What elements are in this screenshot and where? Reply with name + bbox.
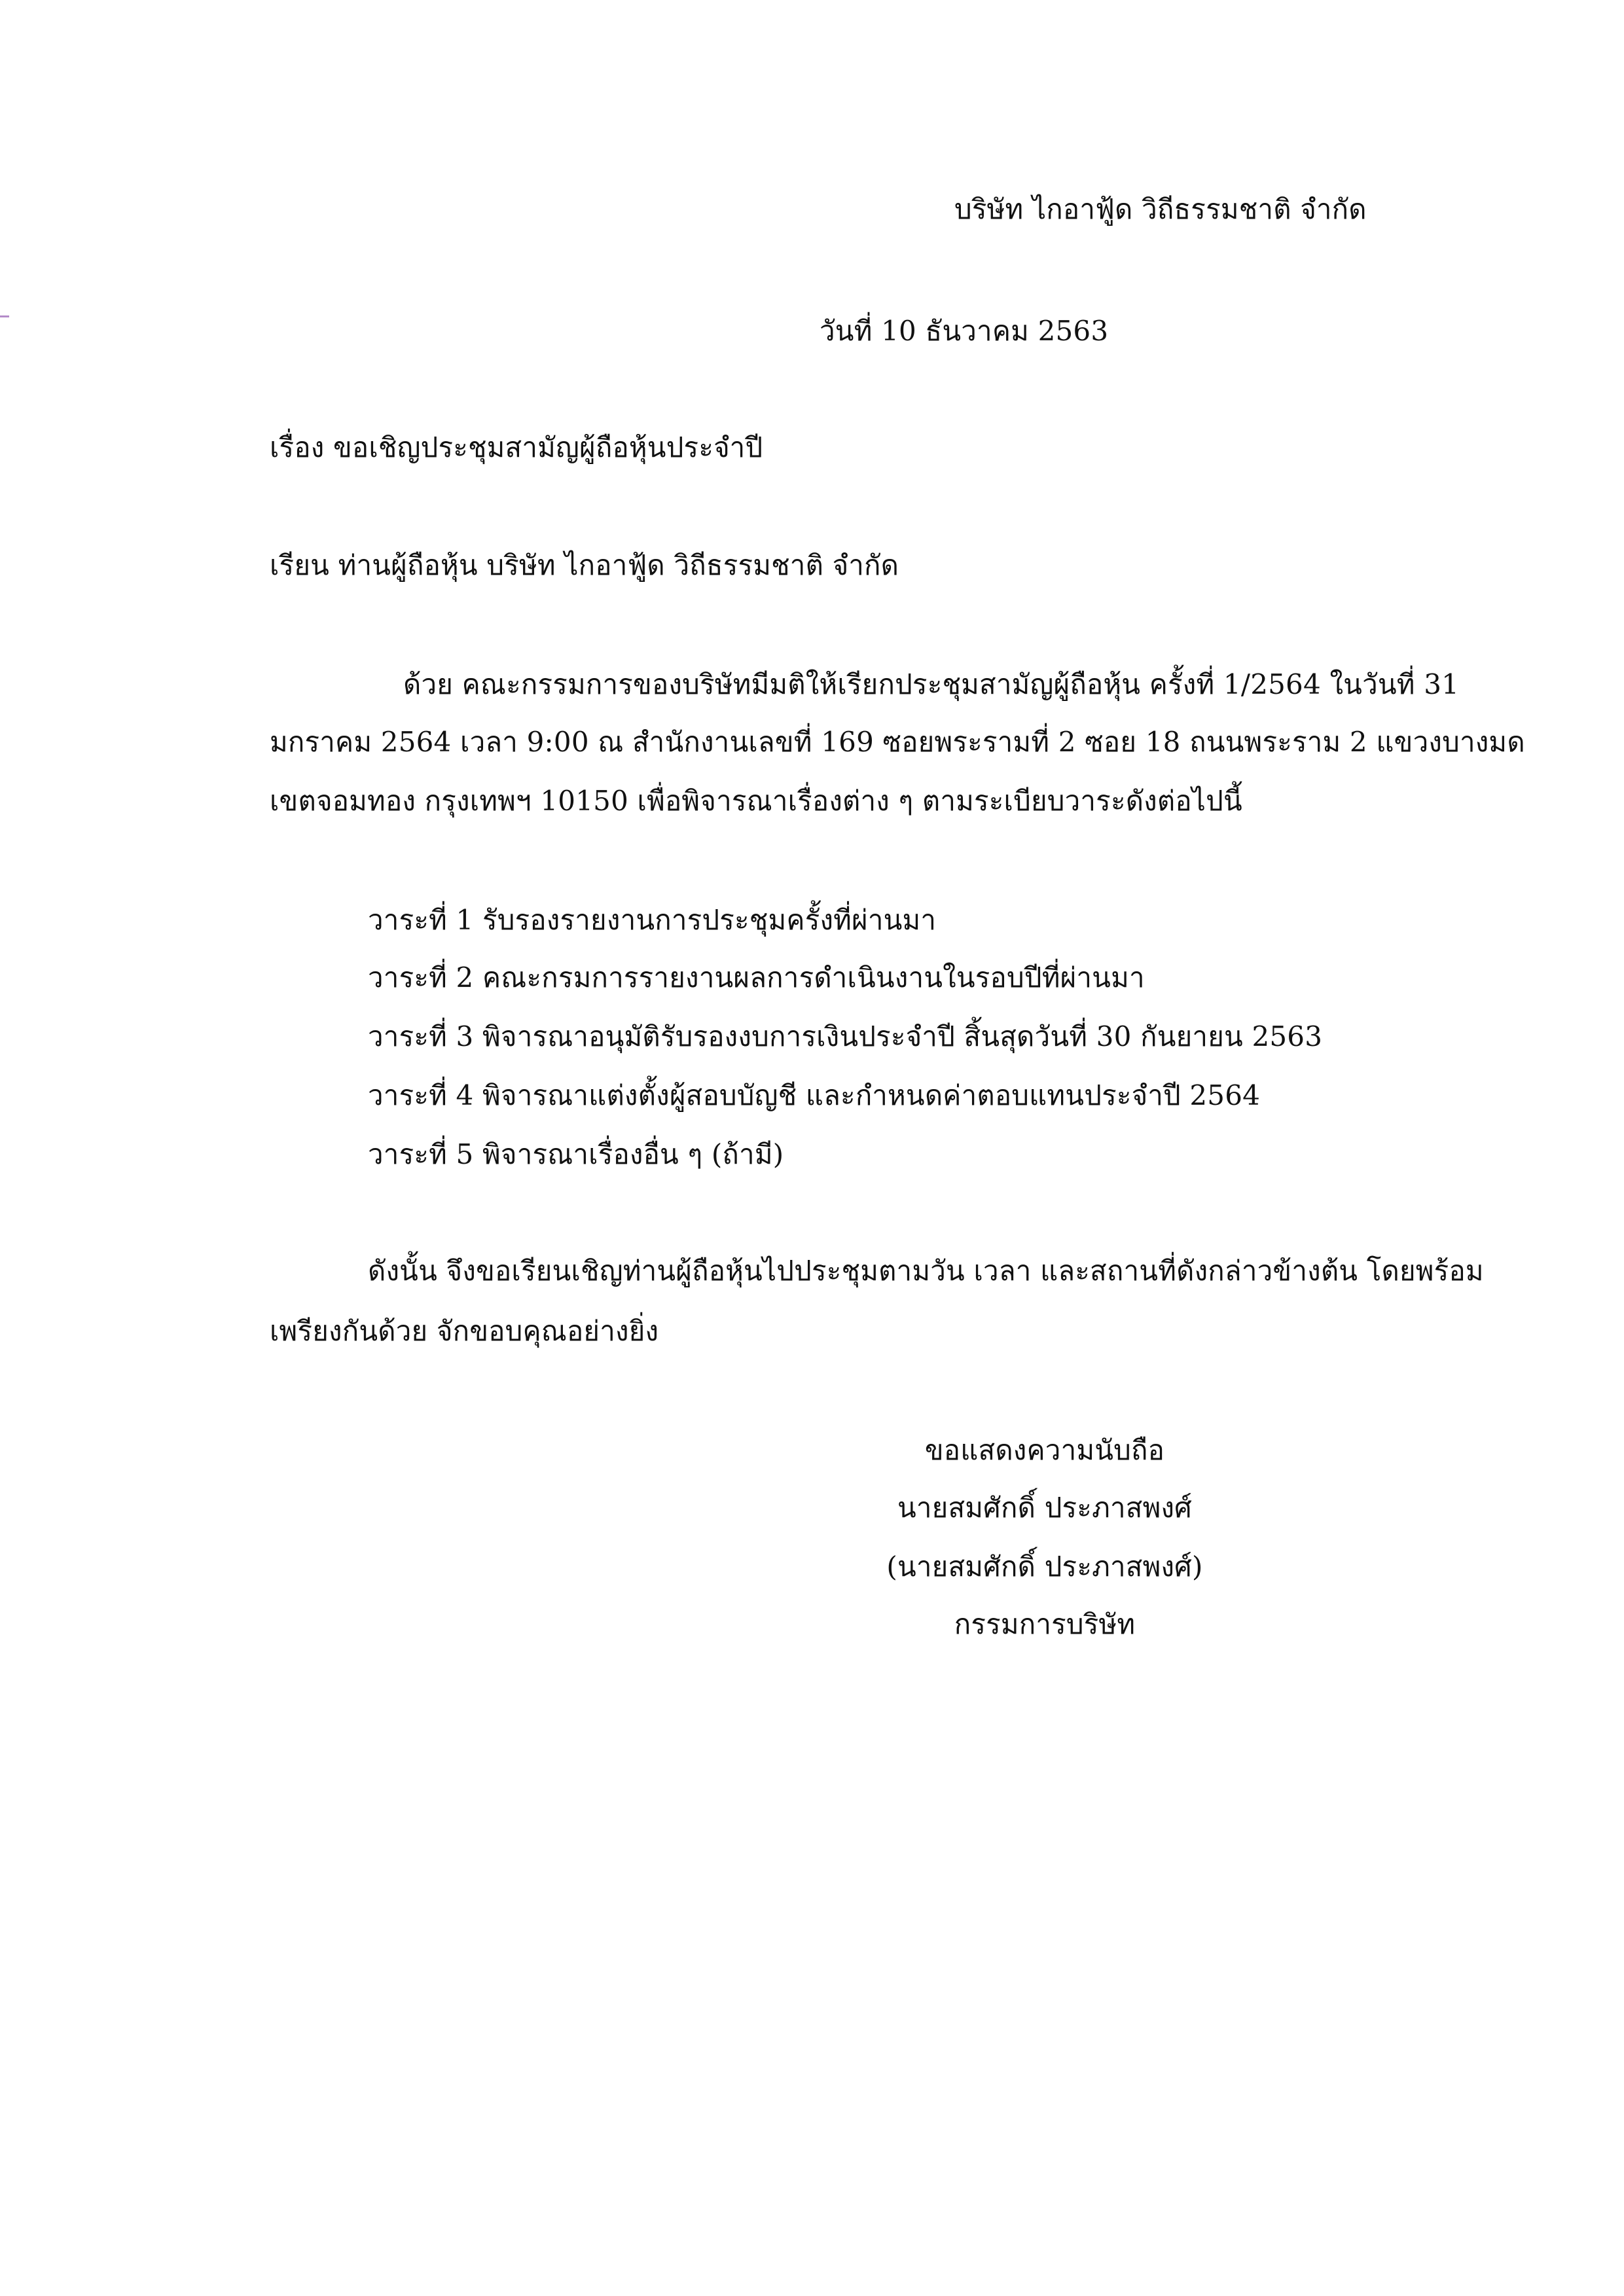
letter-date: วันที่ 10 ธันวาคม 2563 <box>820 315 1109 347</box>
agenda-item-2: วาระที่ 2 คณะกรมการรายงานผลการดำเนินงานในรอบปีที่ผ่านมา <box>368 961 1145 994</box>
agenda-item-3: วาระที่ 3 พิจารณาอนุมัติรับรองงบการเงินประจำปี สิ้นสุดวันที่ 30 กันยายน 2563 <box>368 1020 1323 1052</box>
letter-subject: เรื่อง ขอเชิญประชุมสามัญผู้ถือหุ้นประจำปี <box>270 431 763 463</box>
body-line-3: เขตจอมทอง กรุงเทพฯ 10150 เพื่อพิจารณาเรื่องต่าง ๆ ตามระเบียบวาระดังต่อไปนี้ <box>270 785 1242 817</box>
closing-line-1: ดังนั้น จึงขอเรียนเชิญท่านผู้ถือหุ้นไปประชุมตามวัน เวลา และสถานที่ดังกล่าวข้างต้น โดยพร้อม <box>368 1255 1484 1287</box>
body-line-1: ด้วย คณะกรรมการของบริษัทมีมติให้เรียกประชุมสามัญผู้ถือหุ้น ครั้งที่ 1/2564 ในวันที่ 31 <box>403 668 1460 700</box>
agenda-item-5: วาระที่ 5 พิจารณาเรื่องอื่น ๆ (ถ้ามี) <box>368 1138 784 1170</box>
agenda-item-4: วาระที่ 4 พิจารณาแต่งตั้งผู้สอบบัญชี และกำหนดค่าตอบแทนประจำปี 2564 <box>368 1079 1261 1111</box>
letter-recipient: เรียน ท่านผู้ถือหุ้น บริษัท ไกอาฟู้ด วิถีธรรมชาติ จำกัด <box>270 549 899 581</box>
closing-line-2: เพรียงกันด้วย จักขอบคุณอย่างยิ่ง <box>270 1315 659 1347</box>
company-header: บริษัท ไกอาฟู้ด วิถีธรรมชาติ จำกัด <box>954 193 1367 225</box>
signature-name: นายสมศักดิ์ ประภาสพงศ์ <box>897 1492 1193 1524</box>
scan-edge-mark <box>0 315 9 317</box>
signature-salutation: ขอแสดงความนับถือ <box>924 1434 1165 1466</box>
signature-name-parenthesized: (นายสมศักดิ์ ประภาสพงศ์) <box>886 1551 1203 1583</box>
agenda-item-1: วาระที่ 1 รับรองรายงานการประชุมครั้งที่ผ่านมา <box>368 904 937 936</box>
body-line-2: มกราคม 2564 เวลา 9:00 ณ สำนักงานเลขที่ 169 ซอยพระรามที่ 2 ซอย 18 ถนนพระราม 2 แขวงบางมด <box>270 726 1525 758</box>
signature-title: กรรมการบริษัท <box>954 1608 1136 1640</box>
